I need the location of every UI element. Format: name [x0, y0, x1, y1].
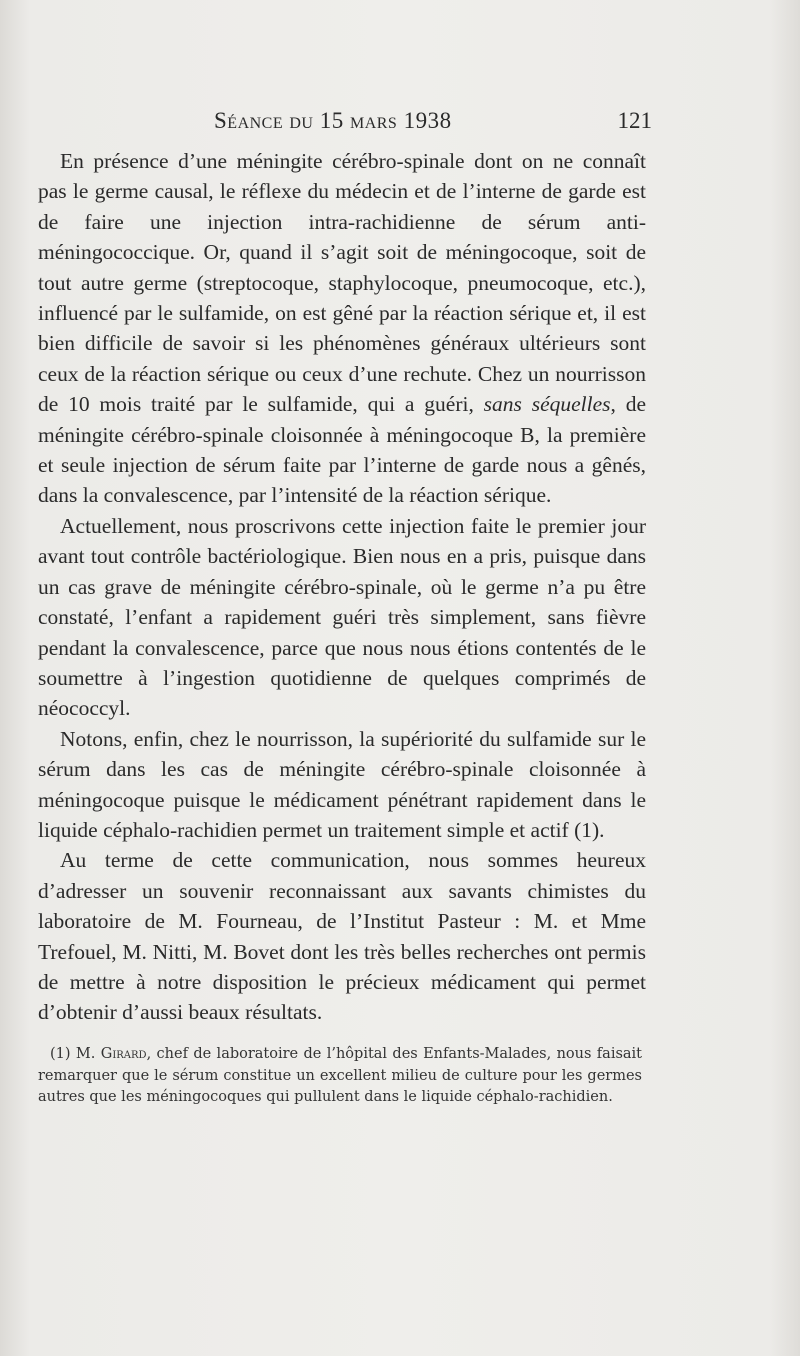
footnote	[38, 1044, 642, 1109]
paragraph-1-start: En présence d’une méningite cérébro-spinale dont on ne connaît pas le germe causal, le réflexe du médecin et de l’interne de garde est de faire une injection intra-rachidienne de sérum anti-méningococcique. Or, quand il s’agit soit de méningocoque, soit de tout autre germe (streptocoque, staphylocoque, pneumocoque, etc.), influencé par le sulfamide, on est gêné par la réaction sérique et, il est bien difficile de savoir si les phénomènes généraux ultérieurs sont ceux de la réaction sérique ou ceux d’une rechute. Chez un nourrisson de 10 mois traité par le sulfamide, qui a guéri,	[38, 149, 646, 417]
footnote-1	[38, 1044, 642, 1109]
footnote-marker: (1) M.	[50, 1046, 101, 1062]
footnote-text: , chef de laboratoire de l’hôpital des Enfants-Malades, nous faisait remarquer que le sérum constitue un excellent milieu de culture pour les germes autres que les méningocoques qui pullulent dans le liquide céphalo-rachidien.	[38, 1046, 643, 1105]
paragraph-3: Notons, enfin, chez le nourrisson, la supériorité du sulfamide sur le sérum dans les cas de méningite cérébro-spinale cloisonnée à méningocoque puisque le médicament pénétrant rapidement dans le liquide céphalo-rachidien permet un traitement simple et actif (1).	[38, 726, 646, 842]
paragraph-4: Au terme de cette communication, nous sommes heureux d’adresser un souvenir reconnaissant aux savants chimistes du laboratoire de M. Fourneau, de l’Institut Pasteur : M. et Mme Trefouel, M. Nitti, M. Bovet dont les très belles recherches ont permis de mettre à notre disposition le précieux médicament qui permet d’obtenir d’aussi beaux résultats.	[38, 848, 646, 1025]
emphasis-sans-sequelles: sans séquelles	[483, 392, 611, 417]
running-head: Séance du 15 mars 1938	[214, 108, 452, 133]
page-number: 121	[617, 108, 652, 133]
page-header	[40, 108, 652, 138]
paragraph-1	[38, 146, 646, 511]
paragraph-2: Actuellement, nous proscrivons cette injection faite le premier jour avant tout contrôle bactériologique. Bien nous en a pris, puisque dans un cas grave de méningite cérébro-spinale, où le germe n’a pu être constaté, l’enfant a rapidement guéri très simplement, sans fièvre pendant la convalescence, parce que nous nous étions contentés de le soumettre à l’ingestion quotidienne de quelques comprimés de néococcyl.	[38, 513, 646, 721]
paragraph-1-end: , de méningite cérébro-spinale cloisonnée à méningocoque B, la première et seule injection de sérum faite par l’interne de garde nous a gênés, dans la convalescence, par l’intensité de la réaction sérique.	[38, 392, 647, 508]
footnote-author: Girard	[100, 1046, 147, 1062]
body-text	[38, 146, 646, 1028]
